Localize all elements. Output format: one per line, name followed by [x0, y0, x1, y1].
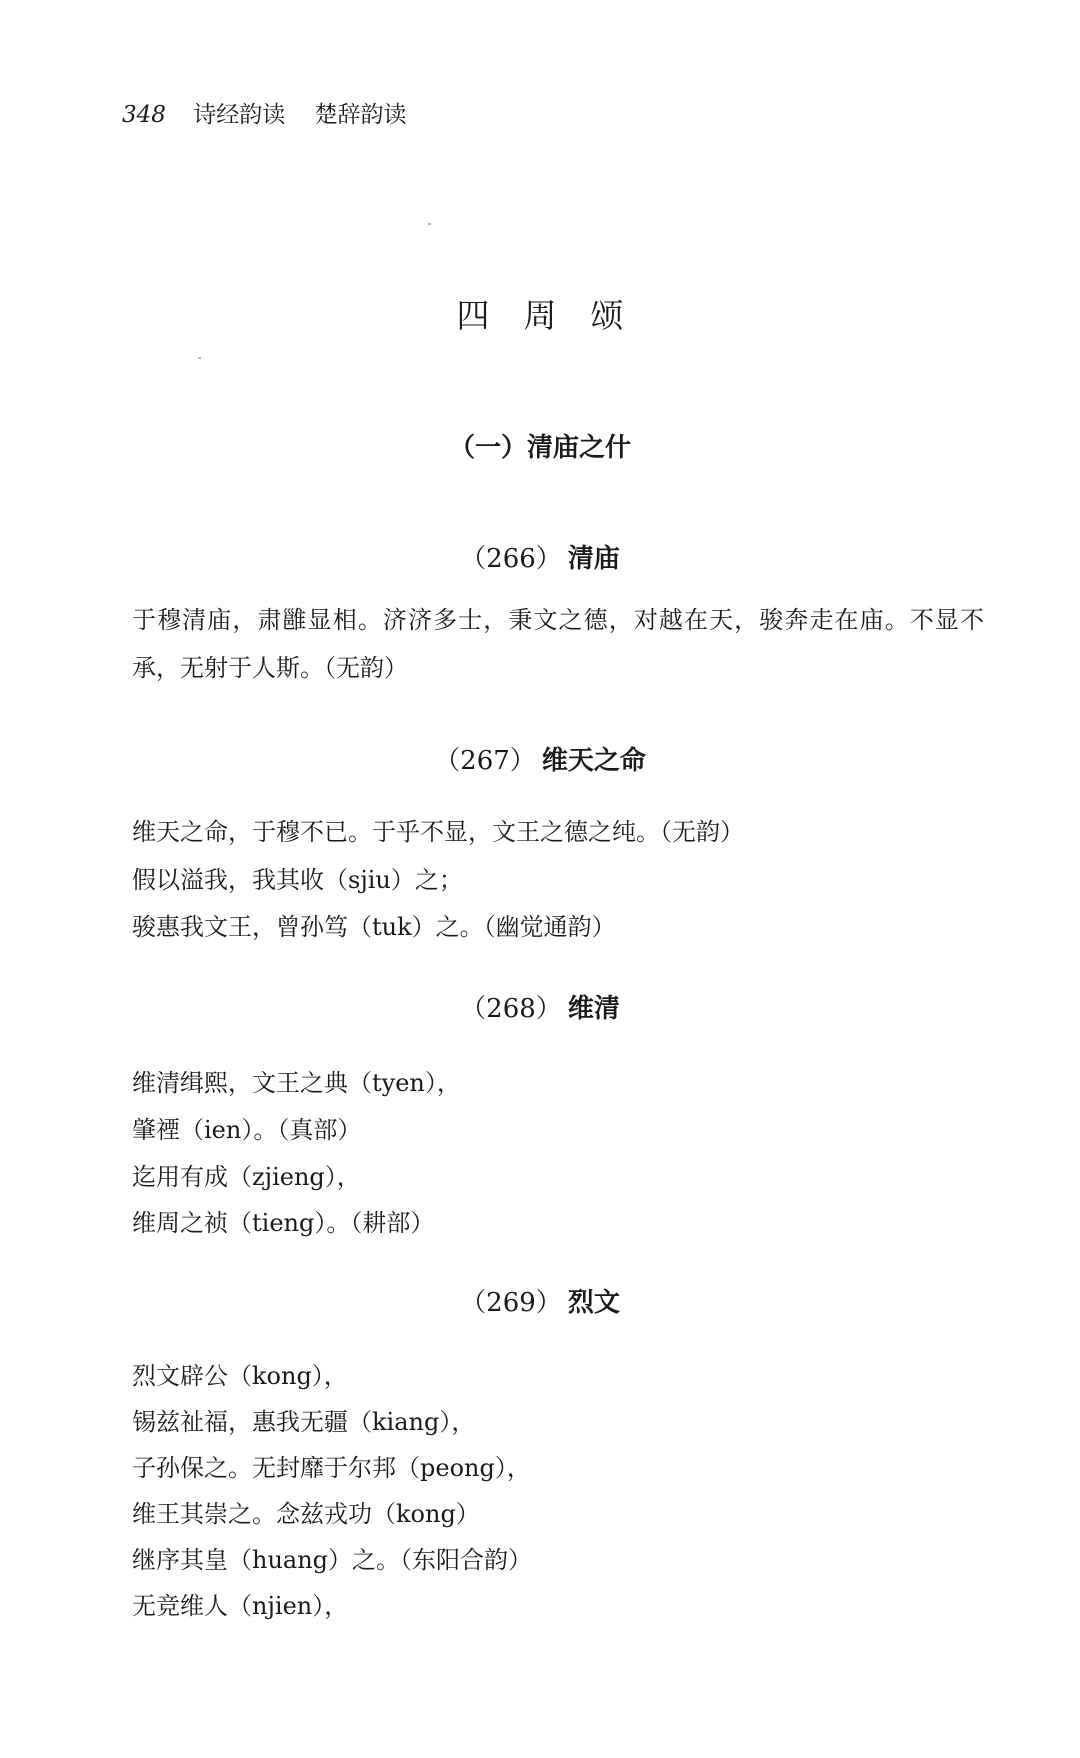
poem-title — [0, 1282, 1080, 1319]
poem-line: 维天之命，于穆不已。于乎不显，文王之德之纯。（无韵） — [132, 818, 744, 846]
poem-number: （266） — [460, 544, 562, 574]
poem-number: （267） — [434, 746, 536, 776]
poem-line: 烈文辟公（kong）， — [132, 1362, 348, 1390]
poem-name: 维天之命 — [541, 746, 646, 776]
poem-line: 维清缉熙，文王之典（tyen）， — [132, 1069, 461, 1097]
poem-line: 维周之祯（tieng）。（耕部） — [132, 1209, 435, 1237]
poem-line: 无竞维人（njien）， — [132, 1592, 349, 1620]
page-number: 348 — [122, 102, 166, 128]
poem-name: 清庙 — [567, 544, 620, 574]
poem-name: 维清 — [567, 994, 620, 1024]
poem-text: 于穆清庙，肃雝显相。济济多士，秉文之德，对越在天，骏奔走在庙。不显不承，无射于人斯。（无韵） — [132, 606, 984, 682]
poem-number: （269） — [460, 1288, 562, 1318]
book-title: 诗经韵读 — [193, 102, 286, 128]
poem-line: 继序其皇（huang）之。（东阳合韵） — [132, 1546, 533, 1574]
poem-title — [0, 988, 1080, 1025]
poem-line: 子孙保之。无封靡于尔邦（peong）， — [132, 1454, 531, 1482]
section-title: 四周颂 — [456, 296, 658, 335]
book-title-2: 楚辞韵读 — [314, 102, 407, 128]
running-header — [122, 96, 407, 129]
scan-speck — [198, 357, 201, 359]
poem-line: 肇禋（ien）。（真部） — [132, 1116, 362, 1144]
poem-line: 骏惠我文王，曾孙笃（tuk）之。（幽觉通韵） — [132, 913, 616, 941]
poem-line: 锡兹祉福，惠我无疆（kiang）， — [132, 1408, 476, 1436]
poem-line: 假以溢我，我其收（sjiu）之； — [132, 866, 463, 894]
sub-heading: （一）清庙之什 — [448, 433, 631, 463]
poem-line: 迄用有成（zjieng）， — [132, 1163, 361, 1191]
scan-speck — [428, 223, 431, 225]
poem-line: 维王其崇之。念兹戎功（kong） — [132, 1500, 480, 1528]
poem-title — [0, 538, 1080, 575]
poem-title — [0, 740, 1080, 777]
poem-number: （268） — [460, 994, 562, 1024]
poem-name: 烈文 — [567, 1288, 620, 1318]
